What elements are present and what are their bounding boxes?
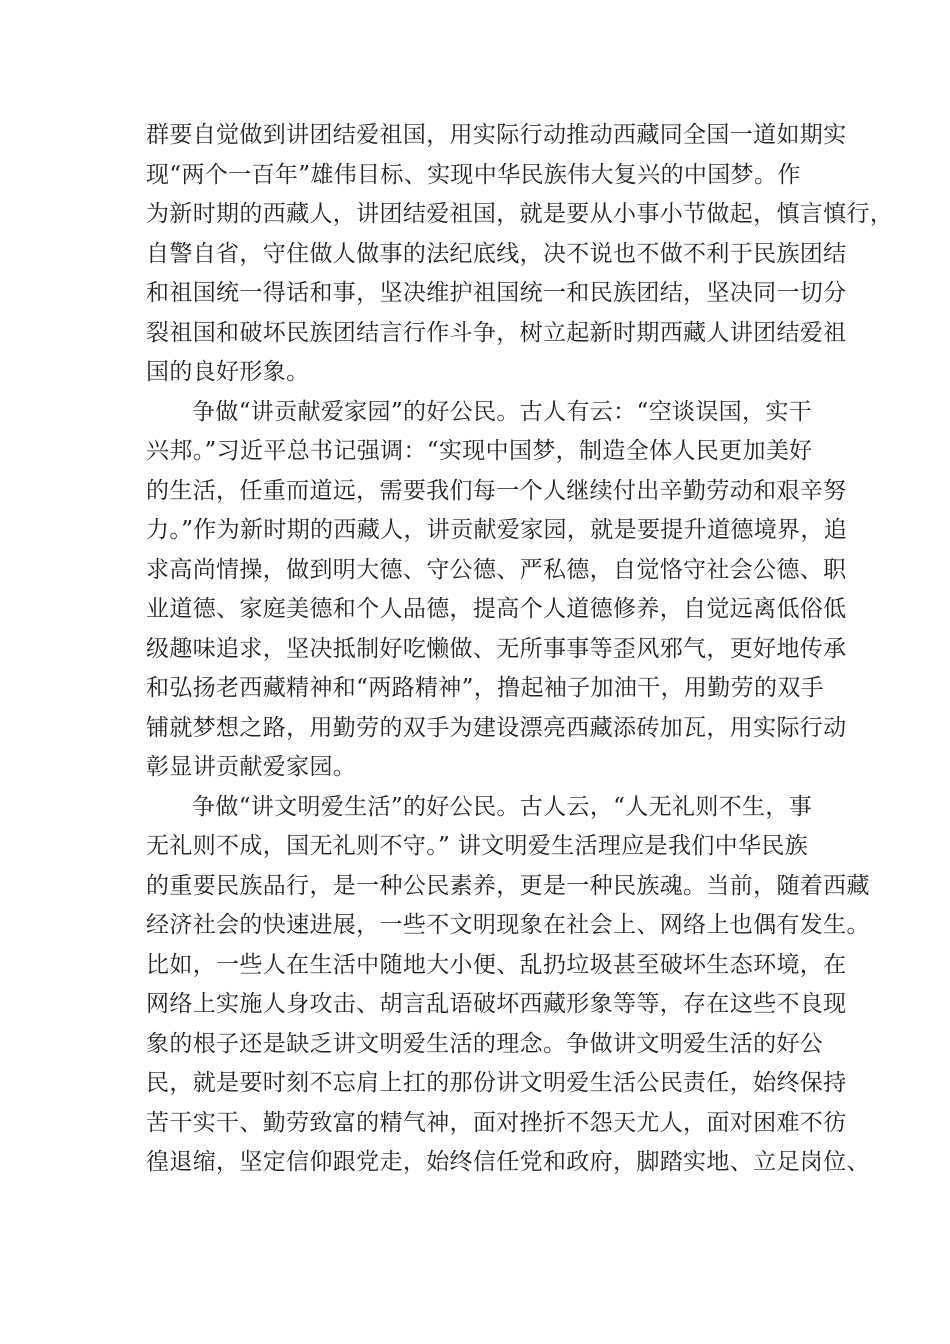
text-line: 网络上实施人身攻击、胡言乱语破坏西藏形象等等，存在这些不良现 <box>146 991 847 1017</box>
text-line: 和祖国统一得话和事，坚决维护祖国统一和民族团结，坚决同一切分 <box>146 280 847 306</box>
text-line: 铺就梦想之路，用勤劳的双手为建设漂亮西藏添砖加瓦，用实际行动 <box>146 714 847 741</box>
text-line: 群要自觉做到讲团结爱祖国，用实际行动推动西藏同全国一道如期实 <box>146 122 847 148</box>
text-line: 兴邦。”习近平总书记强调：“实现中国梦，制造全体人民更加美好 <box>146 438 813 464</box>
text-line: 象的根子还是缺乏讲文明爱生活的理念。争做讲文明爱生活的好公 <box>146 1030 824 1057</box>
text-line: 求高尚情操，做到明大德、守公德、严私德，自觉恪守社会公德、职 <box>146 556 847 583</box>
text-line: 裂祖国和破坏民族团结言行作斗争，树立起新时期西藏人讲团结爱祖 <box>146 319 847 346</box>
text-line: 级趣味追求，坚决抵制好吃懒做、无所事事等歪风邪气，更好地传承 <box>146 635 847 662</box>
text-line: 和弘扬老西藏精神和“两路精神”，撸起袖子加油干，用勤劳的双手 <box>146 675 825 701</box>
text-line: 比如，一些人在生活中随地大小便、乱扔垃圾甚至破坏生态环境，在 <box>146 951 847 978</box>
text-line: 自警自省，守住做人做事的法纪底线，决不说也不做不利于民族团结 <box>146 240 847 267</box>
text-line: 的生活，任重而道远，需要我们每一个人继续付出辛勤劳动和艰辛努 <box>146 477 847 504</box>
text-line: 经济社会的快速进展，一些不文明现象在社会上、网络上也偶有发生。 <box>146 912 870 938</box>
text-line: 现“两个一百年”雄伟目标、实现中华民族伟大复兴的中国梦。作 <box>146 161 801 188</box>
text-line: 为新时期的西藏人，讲团结爱祖国，就是要从小事小节做起，慎言慎行， <box>146 201 894 227</box>
text-line: 业道德、家庭美德和个人品德，提高个人道德修养，自觉远离低俗低 <box>146 596 847 622</box>
text-line: 国的良好形象。 <box>146 359 310 385</box>
text-line: 的重要民族品行，是一种公民素养，更是一种民族魂。当前，随着西藏 <box>146 872 870 899</box>
text-line: 苦干实干、勤劳致富的精气神，面对挫折不怨天尤人，面对困难不彷 <box>146 1109 847 1136</box>
paragraph-start-line: 争做“讲贡献爱家园”的好公民。古人有云：“空谈误国，实干 <box>192 398 813 425</box>
text-line: 彰显讲贡献爱家园。 <box>146 754 357 780</box>
text-line: 徨退缩，坚定信仰跟党走，始终信任党和政府，脚踏实地、立足岗位、 <box>146 1149 870 1175</box>
text-line: 无礼则不成，国无礼则不守。” 讲文明爱生活理应是我们中华民族 <box>146 833 809 859</box>
text-line: 力。”作为新时期的西藏人，讲贡献爱家园，就是要提升道德境界，追 <box>146 517 848 543</box>
text-line: 民，就是要时刻不忘肩上扛的那份讲文明爱生活公民责任，始终保持 <box>146 1070 847 1096</box>
paragraph-start-line: 争做“讲文明爱生活”的好公民。古人云，“人无礼则不生，事 <box>192 793 813 820</box>
